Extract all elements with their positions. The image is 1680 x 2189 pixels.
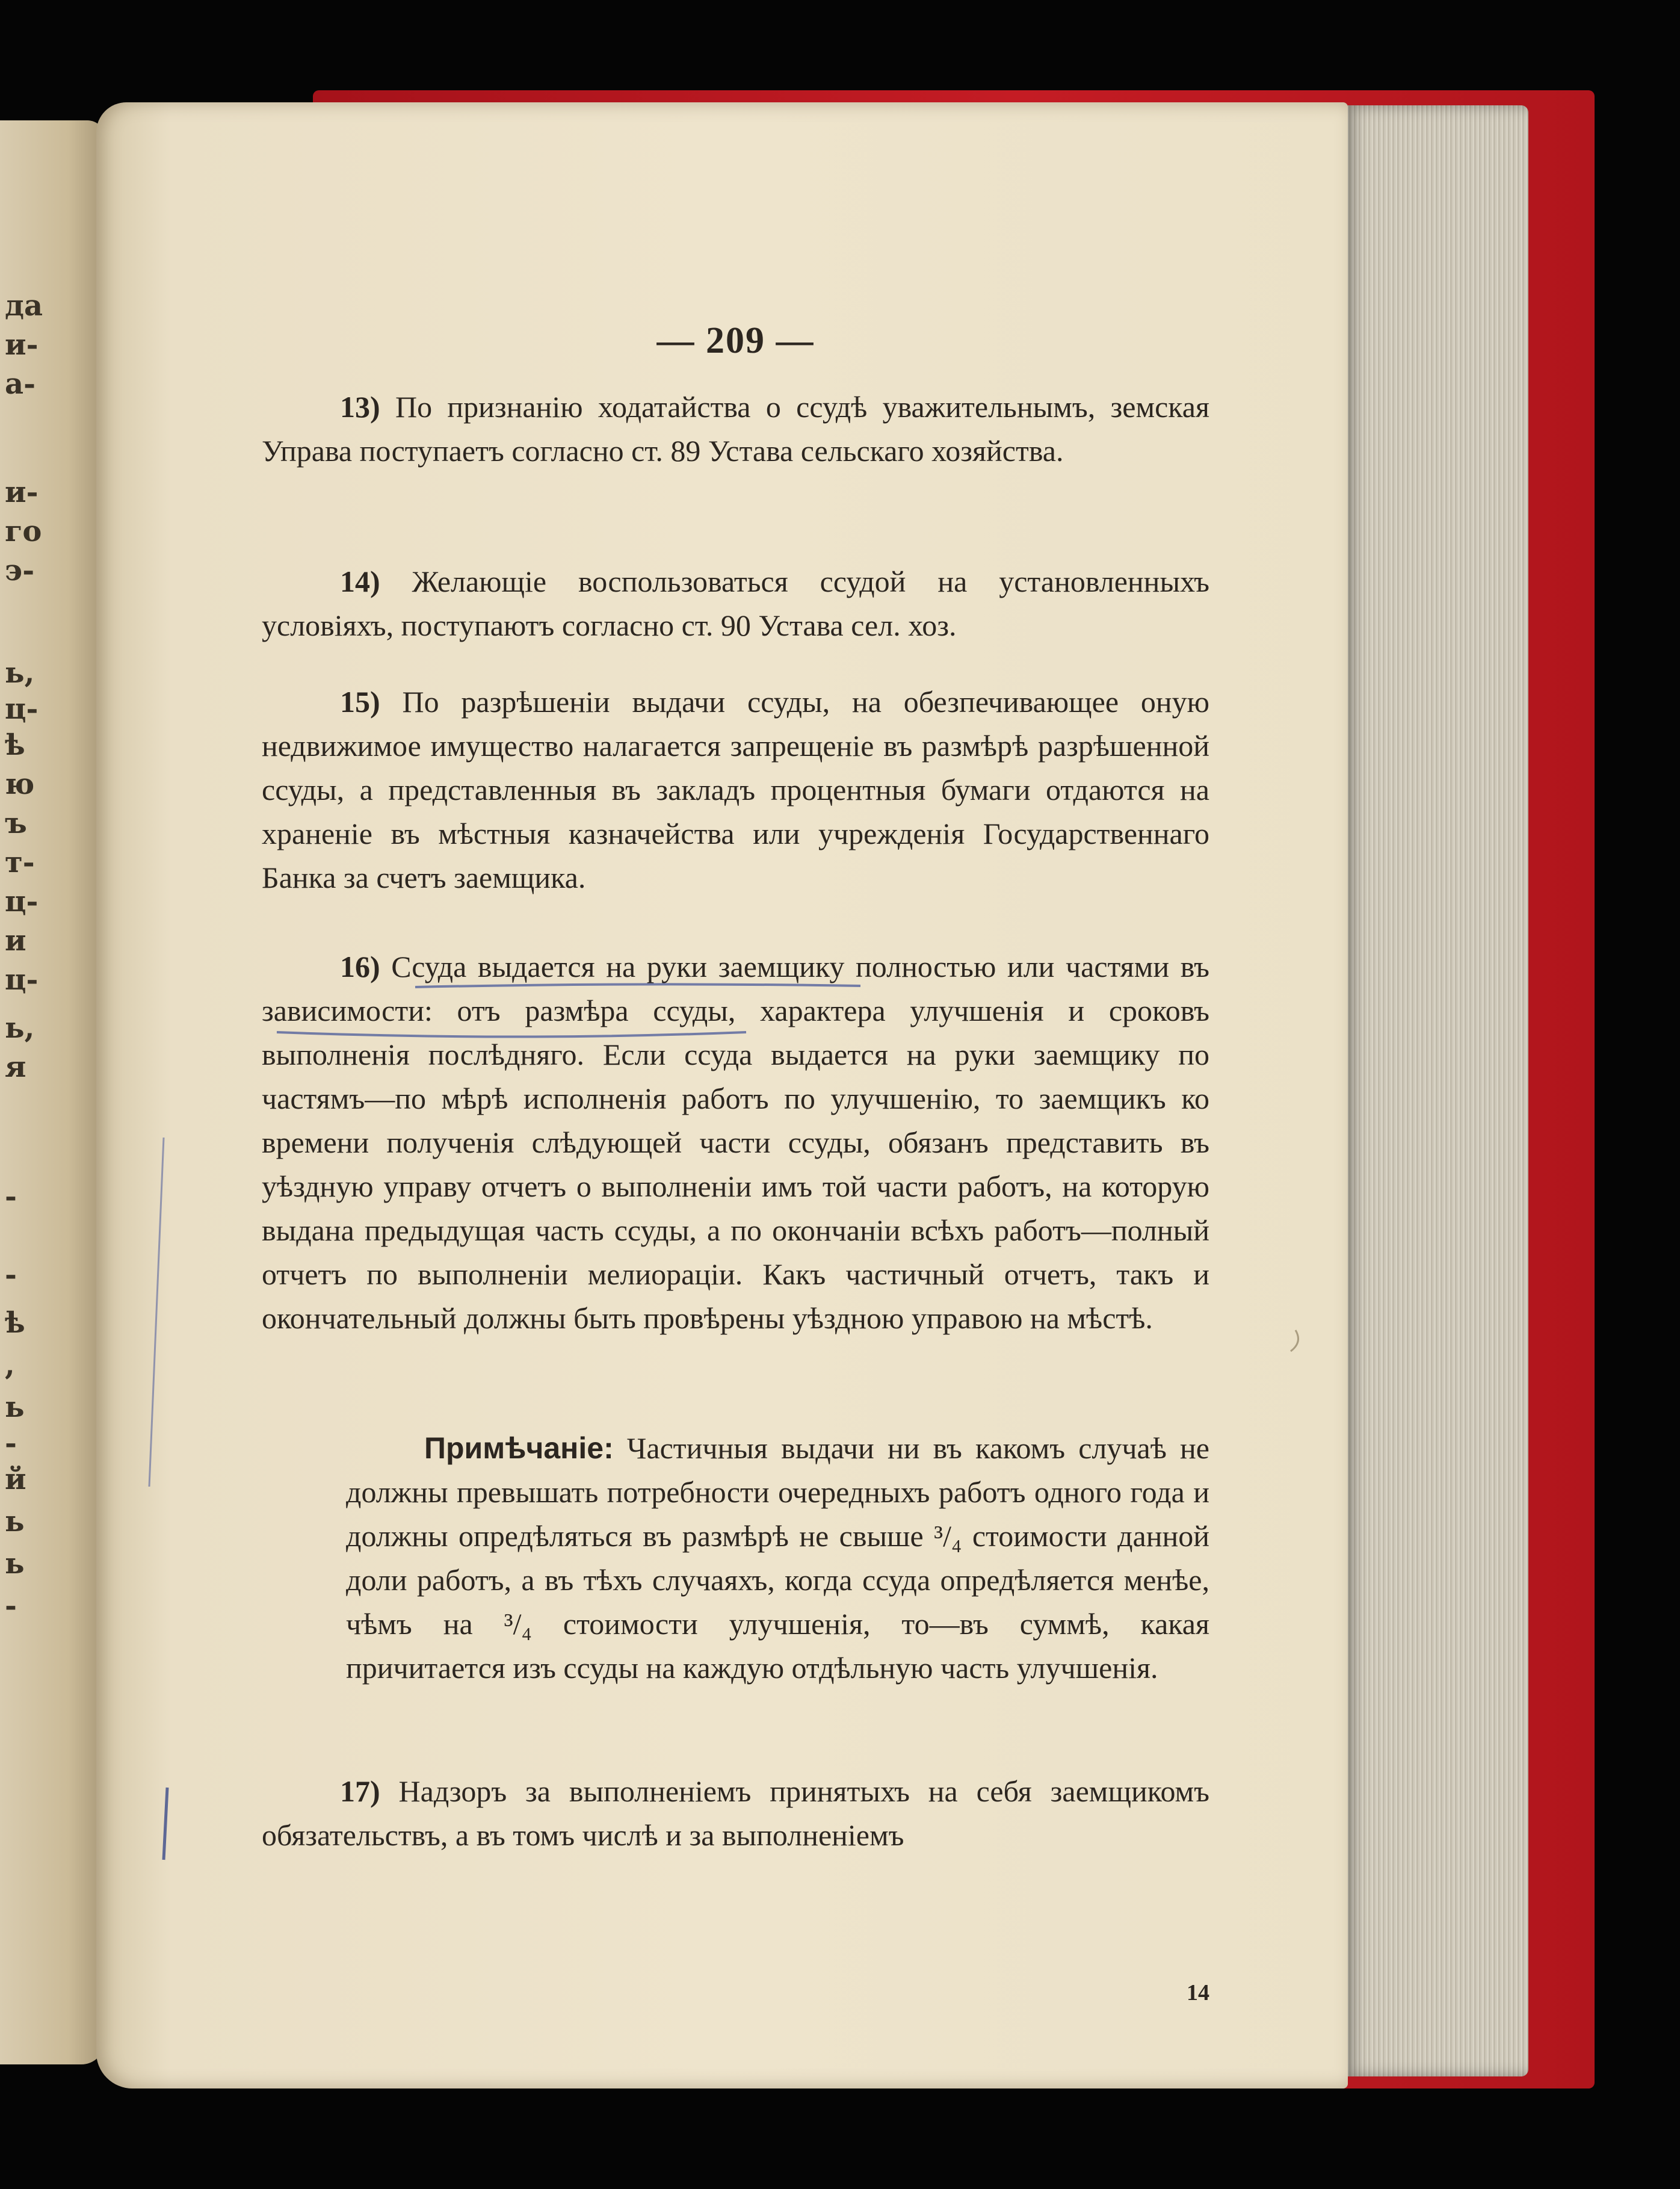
left-page-fragment: ь, bbox=[5, 1011, 35, 1045]
left-page-fragment: и bbox=[5, 924, 26, 958]
left-page-fragment: ц- bbox=[5, 692, 39, 726]
left-page-fragment: ц- bbox=[5, 963, 39, 997]
left-page-fragment: т- bbox=[5, 846, 35, 879]
paragraph-text: Желающіе воспользоваться ссудой на установленныхъ условіяхъ, поступаютъ согласно ст. 90 Устава сел. хоз. bbox=[262, 565, 1209, 642]
left-page-fragment: - bbox=[5, 1426, 17, 1460]
left-page-fragment: ъ bbox=[5, 807, 27, 840]
left-page-fragment: да bbox=[5, 289, 43, 323]
note-label: Примѣчаніе: bbox=[424, 1431, 614, 1465]
left-page-fragment: й bbox=[5, 1463, 26, 1496]
paragraph-number: 14) bbox=[340, 565, 380, 598]
page-stack-edge bbox=[1342, 105, 1528, 2076]
paragraph-text: По признанію ходатайства о ссудѣ уважительнымъ, земская Управа поступаетъ согласно ст. 89 Устава сельскаго хозяйства. bbox=[262, 390, 1209, 468]
paragraph-number: 13) bbox=[340, 390, 380, 424]
note-text: Частичныя выдачи ни въ какомъ случаѣ не должны превышать потребности очередныхъ работъ одного года и должны опредѣляться въ размѣрѣ не свыше ³/₄ стоимости данной доли работъ, а въ тѣхъ случаяхъ, когда ссуда опредѣляется менѣе, чѣмъ на ³/₄ стоимости улучшенія, то—въ суммѣ, какая причитается изъ ссуды на каждую отдѣльную часть улучшенія. bbox=[346, 1431, 1209, 1685]
signature-mark: 14 bbox=[1187, 1980, 1209, 2005]
paragraph-number: 16) bbox=[340, 950, 380, 983]
left-page-fragment: - bbox=[5, 1180, 17, 1213]
left-facing-page bbox=[0, 120, 105, 2064]
left-page-fragment: ю bbox=[5, 767, 35, 801]
left-page-fragment: , bbox=[5, 1348, 15, 1382]
left-page-fragment: ц- bbox=[5, 885, 39, 918]
book-page bbox=[96, 102, 1348, 2088]
left-page-fragment: и- bbox=[5, 475, 39, 509]
left-page-fragment: го bbox=[5, 515, 42, 548]
paragraph-number: 17) bbox=[340, 1774, 380, 1808]
paragraph-text: По разрѣшеніи выдачи ссуды, на обезпечивающее оную недвижимое имущество налагается запрещеніе въ размѣрѣ разрѣшенной ссуды, а представленныя въ закладъ процентныя бумаги отдаются на храненіе въ мѣстныя казначейства или учрежденія Государственнаго Банка за счетъ заемщика. bbox=[262, 685, 1209, 894]
paragraph-number: 15) bbox=[340, 685, 380, 719]
left-page-fragment: и- bbox=[5, 328, 39, 362]
left-page-fragment: ь, bbox=[5, 656, 35, 690]
left-page-fragment: ѣ bbox=[5, 1306, 25, 1340]
left-page-fragment: ь bbox=[5, 1390, 25, 1424]
left-page-fragment: а- bbox=[5, 367, 36, 401]
left-page-fragment: - bbox=[5, 1589, 17, 1623]
page-number: — 209 — bbox=[656, 320, 815, 361]
left-page-fragment: - bbox=[5, 1258, 17, 1292]
left-page-fragment: ь bbox=[5, 1547, 25, 1581]
paragraph-text: Ссуда выдается на руки заемщику полностью или частями въ зависимости: отъ размѣра ссуды, характера улучшенія и сроковъ выполненія послѣдняго. Если ссуда выдается на руки заемщику по частямъ—по мѣрѣ исполненія работъ по улучшенію, то заемщикъ ко времени полученія слѣдующей части ссуды, обязанъ представить въ уѣздную управу отчетъ о выполненіи имъ той части работъ, на которую выдана предыдущая часть ссуды, а по окончаніи всѣхъ работъ—полный отчетъ по выполненіи мелиораціи. Какъ частичный отчетъ, такъ и окончательный должны быть провѣрены уѣздною управою на мѣстѣ. bbox=[262, 950, 1209, 1335]
left-page-fragment: я bbox=[5, 1050, 26, 1084]
left-page-text-fragments bbox=[0, 120, 105, 2064]
left-page-fragment: э- bbox=[5, 554, 35, 587]
left-page-fragment: ѣ bbox=[5, 728, 25, 762]
pencil-underline bbox=[96, 102, 1348, 2088]
paragraph-text: Надзоръ за выполненіемъ принятыхъ на себя заемщикомъ обязательствъ, а въ томъ числѣ и за выполненіемъ bbox=[262, 1774, 1209, 1852]
left-page-fragment: ь bbox=[5, 1505, 25, 1538]
